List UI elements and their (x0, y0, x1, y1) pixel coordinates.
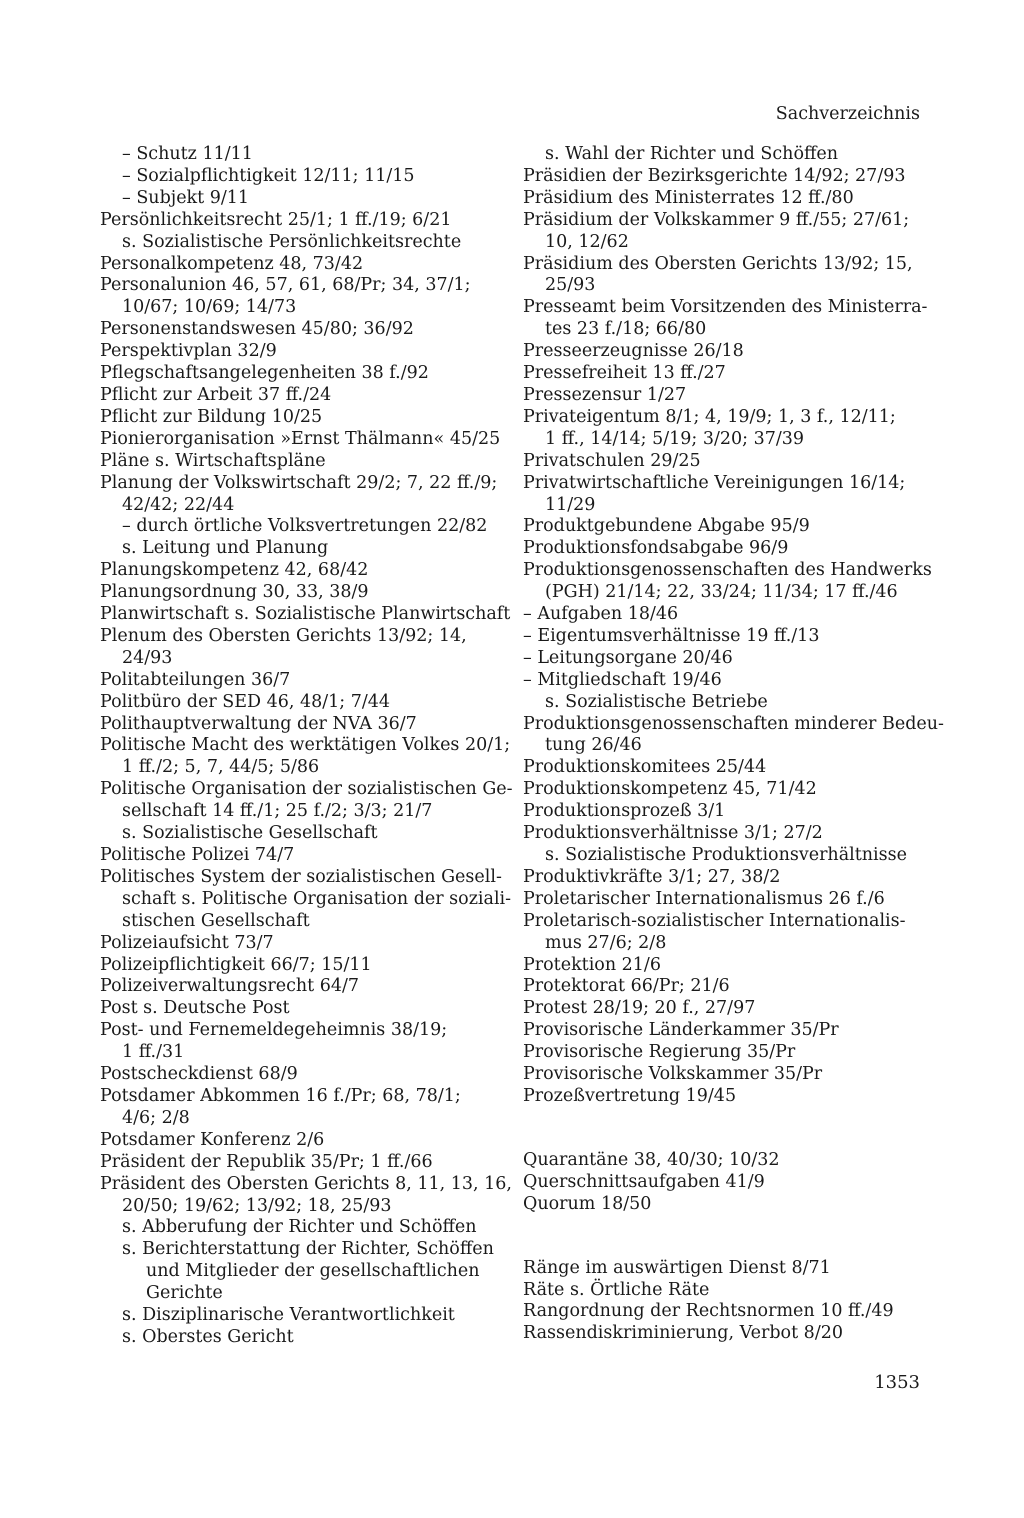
index-entry: Privateigentum 8/1; 4, 19/9; 1, 3 f., 12/11; (523, 406, 896, 427)
index-entry: 11/29 (545, 494, 596, 515)
index-entry: Pressezensur 1/27 (523, 384, 687, 405)
index-entry: Pionierorganisation »Ernst Thälmann« 45/25 (100, 428, 501, 449)
index-entry: Räte s. Örtliche Räte (523, 1279, 710, 1300)
index-entry: Personalunion 46, 57, 61, 68/Pr; 34, 37/1; (100, 275, 471, 296)
index-entry: Produktionsfondsabgabe 96/9 (523, 538, 789, 559)
index-entry: Produktionsgenossenschaften minderer Bedeu- (523, 713, 944, 734)
index-entry: Protest 28/19; 20 f., 27/97 (523, 998, 756, 1019)
index-entry: Pressefreiheit 13 ff./27 (523, 363, 726, 384)
index-entry: 1 ff./2; 5, 7, 44/5; 5/86 (122, 757, 320, 778)
index-entry: – Schutz 11/11 (122, 144, 253, 164)
index-entry: Provisorische Volkskammer 35/Pr (523, 1064, 823, 1085)
index-entry: und Mitglieder der gesellschaftlichen (146, 1261, 480, 1282)
section-gap (523, 1216, 923, 1258)
index-entry: mus 27/6; 2/8 (545, 932, 667, 953)
index-entry: (PGH) 21/14; 22, 33/24; 11/34; 17 ff./46 (545, 582, 898, 603)
index-entry: 4/6; 2/8 (122, 1107, 190, 1128)
index-entry: Präsidien der Bezirksgerichte 14/92; 27/93 (523, 165, 906, 186)
index-entry: 10/67; 10/69; 14/73 (122, 297, 297, 318)
index-entry: – Leitungsorgane 20/46 (523, 647, 733, 668)
index-entry: Perspektivplan 32/9 (100, 341, 277, 362)
index-entry: Postscheckdienst 68/9 (100, 1064, 298, 1085)
index-entry: s. Disziplinarische Verantwortlichkeit (122, 1305, 455, 1326)
index-entry: Polizeipflichtigkeit 66/7; 15/11 (100, 954, 372, 975)
index-entry: 10, 12/62 (545, 231, 629, 252)
index-entry: Provisorische Regierung 35/Pr (523, 1042, 796, 1063)
index-entry: Privatwirtschaftliche Vereinigungen 16/14; (523, 472, 906, 493)
index-entry: Polithauptverwaltung der NVA 36/7 (100, 713, 417, 734)
index-entry: s. Sozialistische Betriebe (545, 691, 768, 712)
index-entry: 1 ff./31 (122, 1042, 185, 1063)
index-entry: Planwirtschaft s. Sozialistische Planwirtschaft (100, 604, 511, 625)
index-entry: Protektion 21/6 (523, 954, 661, 975)
index-entry: s. Sozialistische Gesellschaft (122, 823, 378, 844)
index-entry: 25/93 (545, 275, 596, 296)
index-entry: Gerichte (146, 1283, 223, 1304)
index-column-right (523, 144, 944, 1345)
index-entry: Produktgebundene Abgabe 95/9 (523, 516, 810, 537)
index-entry: Quarantäne 38, 40/30; 10/32 (523, 1149, 780, 1170)
index-entry: Privatschulen 29/25 (523, 450, 701, 471)
index-entry: 42/42; 22/44 (122, 494, 235, 515)
index-column-left (100, 144, 513, 1349)
index-entry: Personenstandswesen 45/80; 36/92 (100, 319, 414, 340)
index-entry: Prozeßvertretung 19/45 (523, 1085, 737, 1106)
index-entry: Querschnittsaufgaben 41/9 (523, 1171, 765, 1192)
index-entry: Politisches System der sozialistischen Gesell- (100, 866, 502, 887)
index-entry: s. Oberstes Gericht (122, 1326, 294, 1347)
index-entry: Präsidium der Volkskammer 9 ff./55; 27/61; (523, 209, 910, 230)
index-entry: Produktionskompetenz 45, 71/42 (523, 779, 817, 800)
index-entry: Politabteilungen 36/7 (100, 669, 291, 690)
index-entry: Produktionsverhältnisse 3/1; 27/2 (523, 823, 823, 844)
page-number: 1353 (874, 1372, 920, 1393)
index-entry: Pläne s. Wirtschaftspläne (100, 450, 326, 471)
index-entry: Persönlichkeitsrecht 25/1; 1 ff./19; 6/21 (100, 209, 452, 230)
section-gap (523, 1108, 923, 1150)
index-entry: 1 ff., 14/14; 5/19; 3/20; 37/39 (545, 428, 805, 449)
index-entry: Post s. Deutsche Post (100, 998, 290, 1019)
index-entry: tung 26/46 (545, 735, 642, 756)
index-entry: Politische Organisation der sozialistischen Ge- (100, 779, 513, 800)
index-entry: Polizeiaufsicht 73/7 (100, 932, 274, 953)
index-entry: Presseerzeugnisse 26/18 (523, 341, 744, 362)
index-entry: Politische Polizei 74/7 (100, 845, 295, 865)
index-entry: Proletarisch-sozialistischer Internationalis- (523, 910, 906, 931)
index-entry: Presseamt beim Vorsitzenden des Ministerra- (523, 297, 928, 318)
index-entry: – Sozialpflichtigkeit 12/11; 11/15 (122, 165, 415, 186)
running-header: Sachverzeichnis (775, 104, 920, 124)
index-entry: Rangordnung der Rechtsnormen 10 ff./49 (523, 1301, 894, 1322)
index-entry: Pflicht zur Arbeit 37 ff./24 (100, 384, 332, 405)
index-entry: – Eigentumsverhältnisse 19 ff./13 (523, 625, 820, 646)
index-entry: Provisorische Länderkammer 35/Pr (523, 1020, 839, 1041)
index-entry: Post- und Fernemeldegeheimnis 38/19; (100, 1020, 448, 1041)
index-entry: s. Abberufung der Richter und Schöffen (122, 1217, 477, 1238)
index-entry: s. Sozialistische Persönlichkeitsrechte (122, 231, 462, 252)
index-entry: Planungsordnung 30, 33, 38/9 (100, 582, 369, 603)
index-entry: Rassendiskriminierung, Verbot 8/20 (523, 1323, 843, 1344)
index-entry: Personalkompetenz 48, 73/42 (100, 253, 364, 274)
index-entry: 24/93 (122, 647, 173, 668)
index-entry: 20/50; 19/62; 13/92; 18, 25/93 (122, 1195, 392, 1216)
index-entry: Potsdamer Abkommen 16 f./Pr; 68, 78/1; (100, 1085, 461, 1106)
index-entry: Produktivkräfte 3/1; 27, 38/2 (523, 866, 781, 887)
index-entry: Proletarischer Internationalismus 26 f./6 (523, 888, 885, 909)
index-entry: Planung der Volkswirtschaft 29/2; 7, 22 ff./9; (100, 472, 498, 493)
index-entry: tes 23 f./18; 66/80 (545, 319, 707, 340)
index-entry: Plenum des Obersten Gerichts 13/92; 14, (100, 625, 467, 646)
index-entry: Pflicht zur Bildung 10/25 (100, 406, 323, 427)
index-entry: schaft s. Politische Organisation der soziali- (122, 888, 512, 909)
index-entry: Ränge im auswärtigen Dienst 8/71 (523, 1257, 831, 1278)
index-entry: s. Wahl der Richter und Schöffen (545, 144, 839, 164)
index-entry: – Subjekt 9/11 (122, 187, 250, 208)
index-entry: – durch örtliche Volksvertretungen 22/82 (122, 516, 488, 537)
index-entry: s. Leitung und Planung (122, 538, 329, 559)
index-entry: s. Berichterstattung der Richter, Schöffen (122, 1239, 494, 1260)
index-entry: Produktionskomitees 25/44 (523, 757, 767, 778)
index-entry: stischen Gesellschaft (122, 910, 310, 931)
index-entry: Präsident des Obersten Gerichts 8, 11, 13, 16, (100, 1173, 512, 1194)
index-entry: Quorum 18/50 (523, 1193, 652, 1214)
index-entry: Politische Macht des werktätigen Volkes 20/1; (100, 735, 511, 756)
index-entry: – Mitgliedschaft 19/46 (523, 669, 722, 690)
index-entry: Präsident der Republik 35/Pr; 1 ff./66 (100, 1151, 433, 1172)
index-entry: – Aufgaben 18/46 (523, 604, 679, 625)
index-entry: Präsidium des Obersten Gerichts 13/92; 15, (523, 253, 913, 274)
index-entry: Protektorat 66/Pr; 21/6 (523, 976, 730, 997)
index-entry: Produktionsprozeß 3/1 (523, 801, 726, 822)
index-entry: Polizeiverwaltungsrecht 64/7 (100, 976, 360, 997)
index-entry: Pflegschaftsangelegenheiten 38 f./92 (100, 363, 429, 384)
index-entry: Produktionsgenossenschaften des Handwerks (523, 560, 932, 581)
index-entry: Potsdamer Konferenz 2/6 (100, 1129, 325, 1150)
index-entry: Präsidium des Ministerrates 12 ff./80 (523, 187, 854, 208)
index-entry: sellschaft 14 ff./1; 25 f./2; 3/3; 21/7 (122, 801, 433, 822)
index-entry: s. Sozialistische Produktionsverhältnisse (545, 845, 907, 865)
index-entry: Planungskompetenz 42, 68/42 (100, 560, 369, 581)
index-entry: Politbüro der SED 46, 48/1; 7/44 (100, 691, 391, 712)
